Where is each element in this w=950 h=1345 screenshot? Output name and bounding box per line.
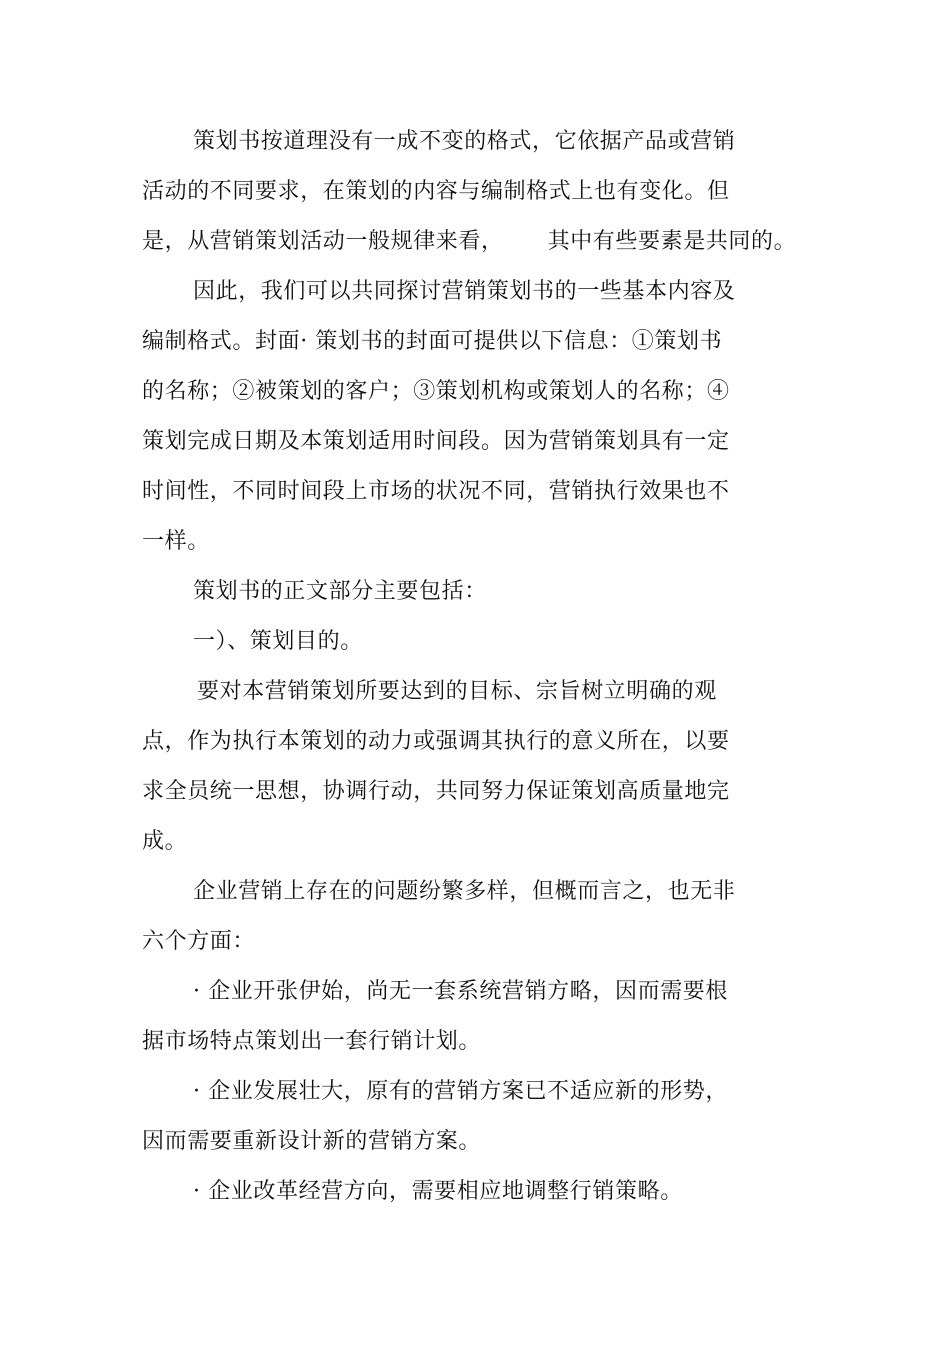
- bullet-1-line-2: 据市场特点策划出一套行销计划。: [142, 1029, 482, 1054]
- paragraph-6-line-2: 六个方面：: [142, 929, 256, 954]
- paragraph-2-line-3: 的名称；②被策划的客户；③策划机构或策划人的名称；④: [142, 379, 730, 404]
- bullet-2-line-1: · 企业发展壮大，原有的营销方案已不适应新的形势，: [193, 1079, 728, 1104]
- paragraph-2-line-5: 时间性，不同时间段上市场的状况不同，营销执行效果也不: [142, 479, 730, 504]
- paragraph-2-line-2: 编制格式。封面· 策划书的封面可提供以下信息：①策划书: [142, 329, 723, 354]
- paragraph-5-line-3: 求全员统一思想，协调行动，共同努力保证策划高质量地完: [142, 779, 730, 804]
- paragraph-1-line-3-part-a: 是，从营销策划活动一般规律来看，: [142, 229, 504, 254]
- paragraph-1-line-2: 活动的不同要求，在策划的内容与编制格式上也有变化。但: [142, 179, 730, 204]
- paragraph-1-line-3-part-b: 其中有些要素是共同的。: [547, 229, 797, 254]
- paragraph-2-line-4: 策划完成日期及本策划适用时间段。因为营销策划具有一定: [142, 429, 730, 454]
- paragraph-2-line-6: 一样。: [142, 529, 210, 554]
- paragraph-1-line-3: [142, 227, 796, 257]
- paragraph-6-line-1: 企业营销上存在的问题纷繁多样，但概而言之，也无非: [193, 879, 736, 904]
- paragraph-2-line-1: 因此，我们可以共同探讨营销策划书的一些基本内容及: [193, 279, 736, 304]
- paragraph-3: 策划书的正文部分主要包括：: [193, 579, 487, 604]
- paragraph-5-line-1: 要对本营销策划所要达到的目标、宗旨树立明确的观: [197, 679, 717, 704]
- paragraph-5-line-2: 点，作为执行本策划的动力或强调其执行的意义所在，以要: [142, 729, 730, 754]
- bullet-3: · 企业改革经营方向，需要相应地调整行销策略。: [193, 1179, 683, 1204]
- bullet-2-line-2: 因而需要重新设计新的营销方案。: [142, 1129, 482, 1154]
- bullet-1-line-1: · 企业开张伊始，尚无一套系统营销方略，因而需要根: [193, 979, 728, 1004]
- paragraph-1-line-1: 策划书按道理没有一成不变的格式，它依据产品或营销: [193, 129, 736, 154]
- section-heading: 一）、策划目的。: [193, 629, 363, 654]
- paragraph-5-line-4: 成。: [142, 829, 188, 854]
